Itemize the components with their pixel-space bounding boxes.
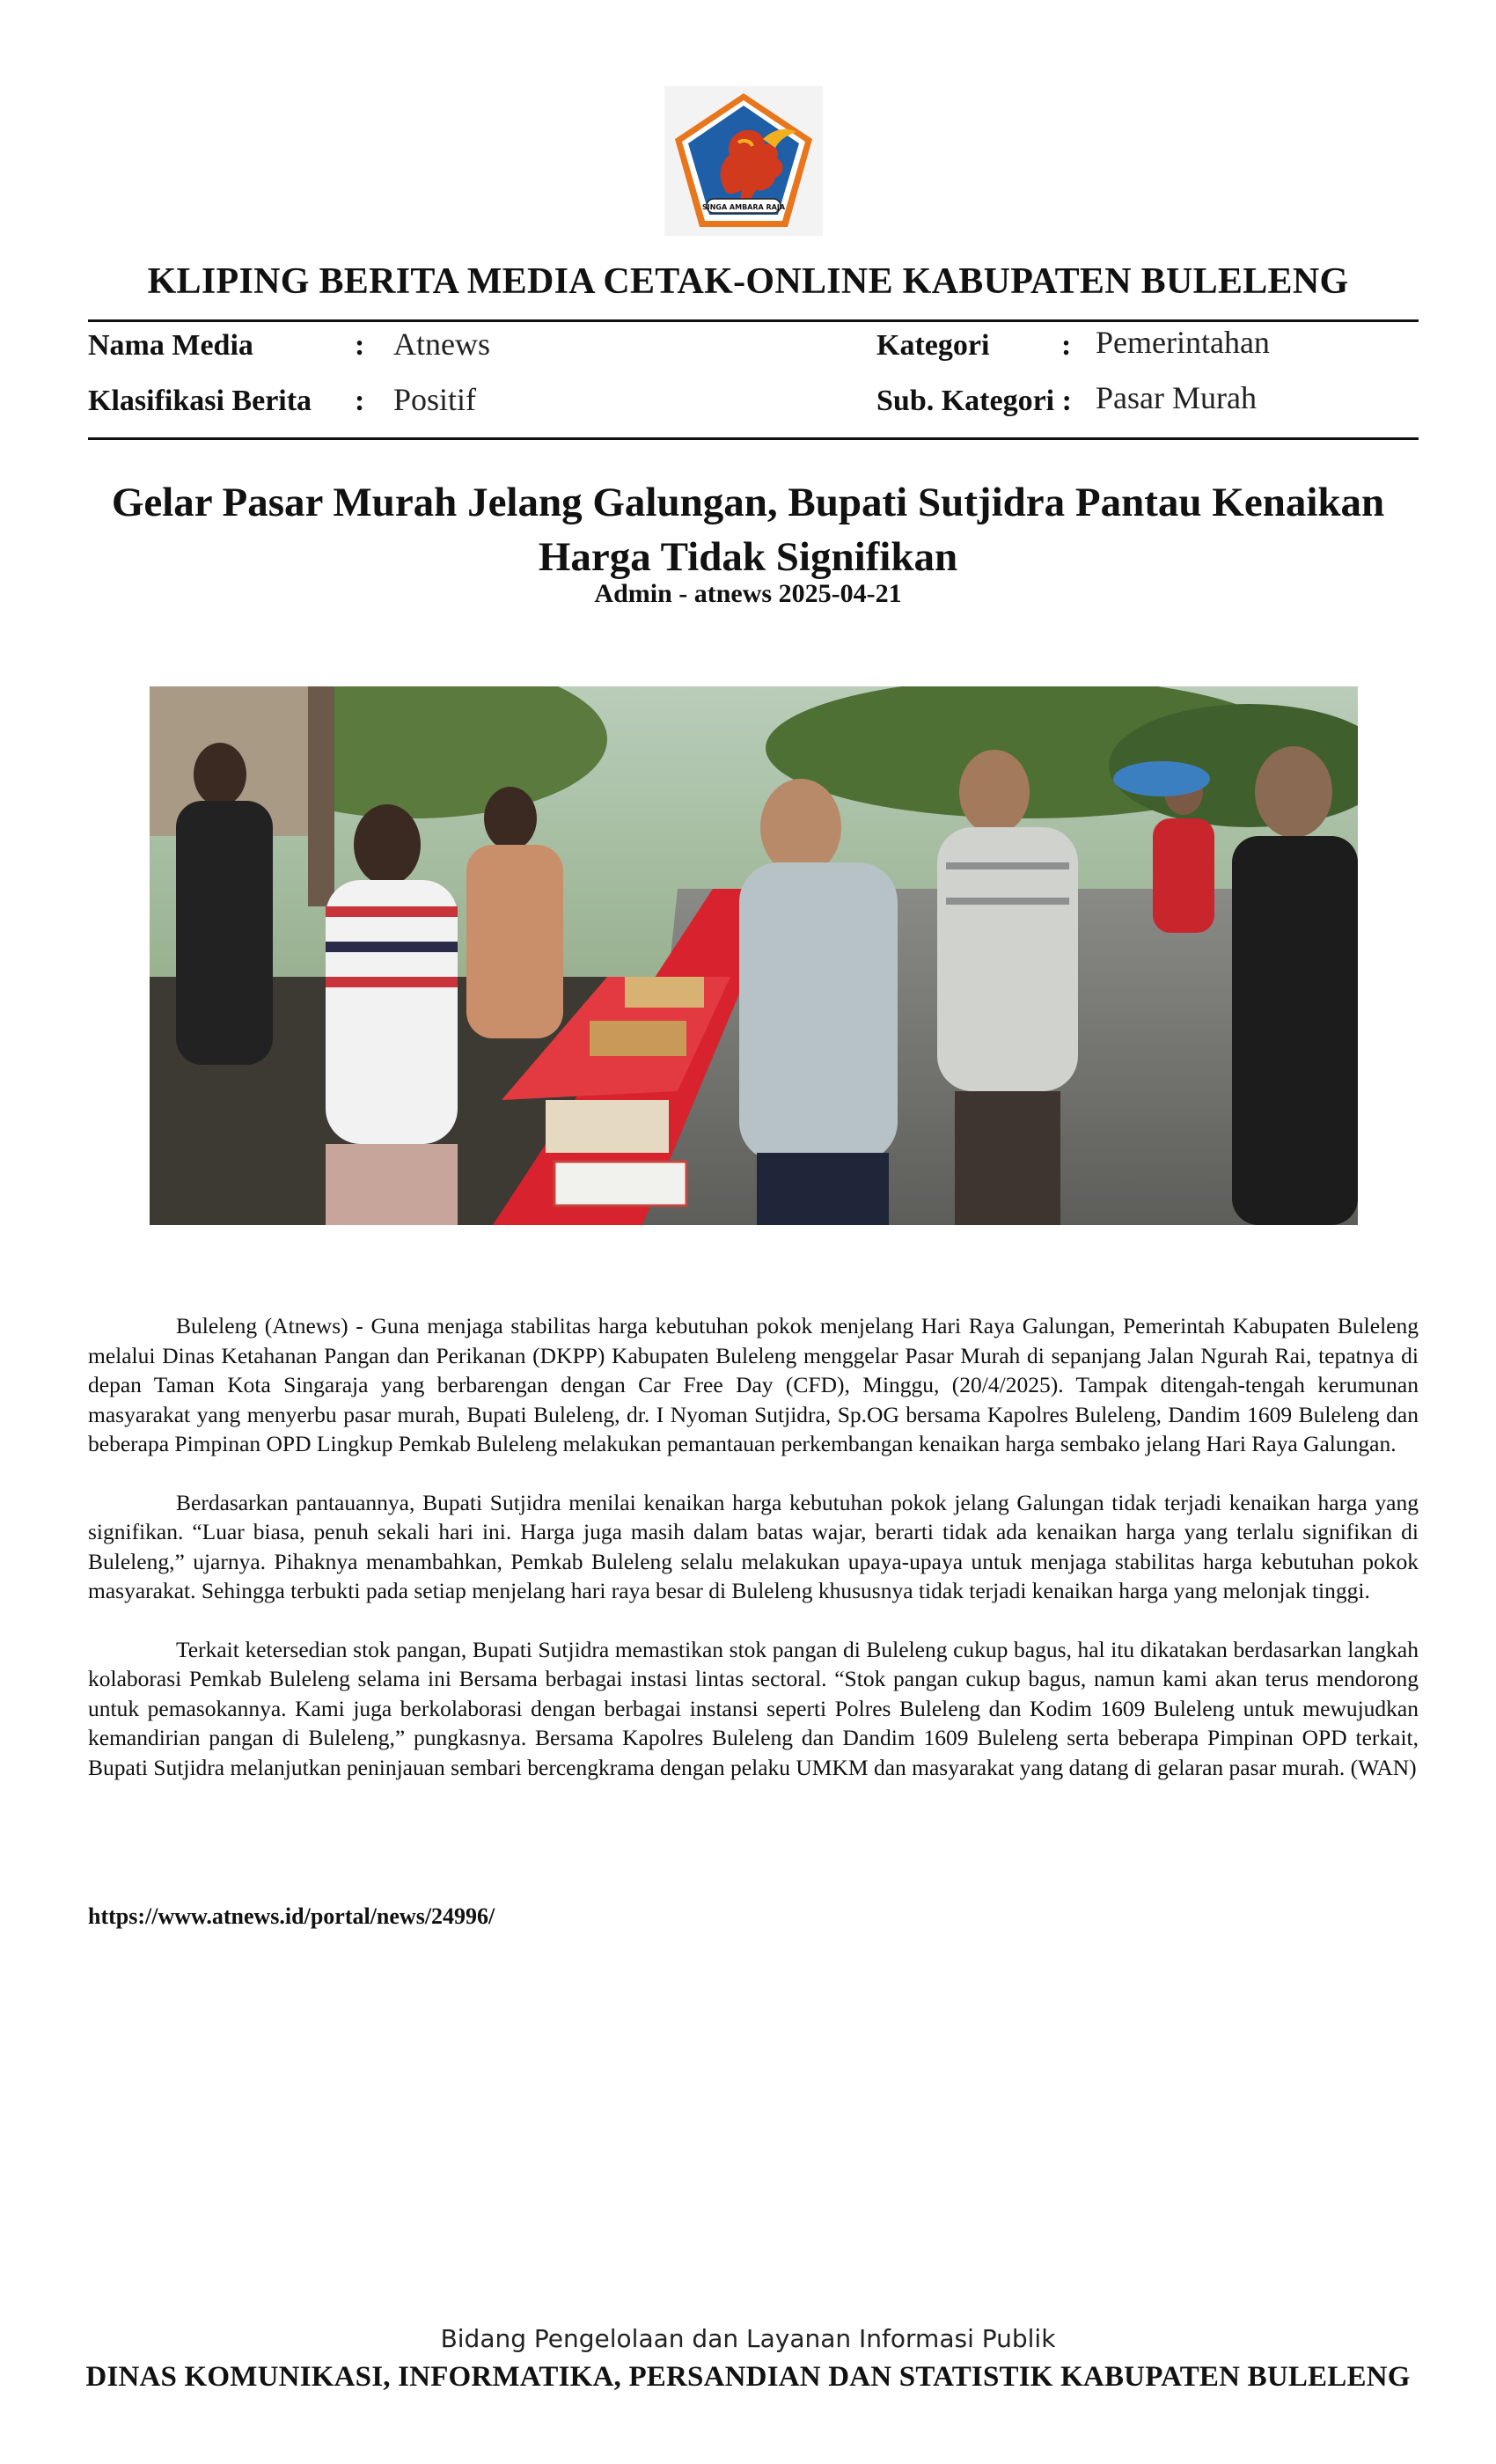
media-label: Nama Media [88, 329, 253, 362]
regency-logo [664, 86, 823, 236]
document-header-title: KLIPING BERITA MEDIA CETAK-ONLINE KABUPATEN BULELENG [147, 261, 1349, 302]
media-colon: : [355, 329, 365, 362]
classification-colon: : [355, 385, 365, 417]
footer-agency: DINAS KOMUNIKASI, INFORMATIKA, PERSANDIAN DAN STATISTIK KABUPATEN BULELENG [85, 2361, 1411, 2393]
article-paragraph: Berdasarkan pantauannya, Bupati Sutjidra menilai kenaikan harga kebutuhan pokok jelang Galungan tidak terjadi kenaikan harga yang signifikan. “Luar biasa, penuh sekali hari ini. Harga juga masih dalam batas wajar, berarti tidak ada kenaikan harga yang terlalu signifikan di Buleleng,” ujarnya. Pihaknya menambahkan, Pemkab Buleleng selalu melakukan upaya-upaya untuk menjaga stabilitas harga kebutuhan pokok masyarakat. Sehingga terbukti pada setiap menjelang hari raya besar di Buleleng khususnya tidak terjadi kenaikan harga yang melonjak tinggi. [88, 1489, 1419, 1603]
media-value: Atnews [393, 326, 490, 362]
header-divider-top [88, 319, 1419, 322]
article-paragraph: Buleleng (Atnews) - Guna menjaga stabilitas harga kebutuhan pokok menjelang Hari Raya Galungan, Pemerintah Kabupaten Buleleng melalui Dinas Ketahanan Pangan dan Perikanan (DKPP) Kabupaten Buleleng menggelar Pasar Murah di sepanjang Jalan Ngurah Rai, tepatnya di depan Taman Kota Singaraja yang berbarengan dengan Car Free Day (CFD), Minggu, (20/4/2025). Tampak ditengah-tengah kerumunan masyarakat yang menyerbu pasar murah, Bupati Buleleng, dr. I Nyoman Sutjidra, Sp.OG bersama Kapolres Buleleng, Dandim 1609 Buleleng dan beberapa Pimpinan OPD Lingkup Pemkab Buleleng melakukan pemantauan perkembangan kenaikan harga sembako jelang Hari Raya Galungan. [88, 1313, 1419, 1456]
header-divider-bottom [88, 437, 1419, 440]
article-photo [150, 686, 1358, 1225]
article-paragraph: Terkait ketersedian stok pangan, Bupati Sutjidra memastikan stok pangan di Buleleng cukup bagus, hal itu dikatakan berdasarkan langkah kolaborasi Pemkab Buleleng selama ini Bersama berbagai instasi lintas sectoral. “Stok pangan cukup bagus, namun kami akan terus mendorong untuk pemasokannya. Kami juga berkolaborasi dengan berbagai instansi seperti Polres Buleleng dan Kodim 1609 Buleleng untuk mewujudkan kemandirian pangan di Buleleng,” pungkasnya. Bersama Kapolres Buleleng dan Dandim 1609 Buleleng serta beberapa Pimpinan OPD terkait, Bupati Sutjidra melanjutkan peninjauan sembari bercengkrama dengan pelaku UMKM dan masyarakat yang datang di gelaran pasar murah. (WAN) [88, 1636, 1419, 1780]
source-link[interactable]: https://www.atnews.id/portal/news/24996/ [88, 1903, 495, 1929]
article-byline: Admin - atnews 2025-04-21 [594, 579, 902, 608]
category-colon: : [1061, 329, 1072, 362]
category-value: Pemerintahan [1096, 325, 1270, 360]
subcategory-label: Sub. Kategori : [876, 385, 1072, 417]
article-title: Gelar Pasar Murah Jelang Galungan, Bupati Sutjidra Pantau Kenaikan Harga Tidak Signifikan [111, 480, 1385, 580]
category-label: Kategori [876, 329, 990, 362]
classification-label: Klasifikasi Berita [88, 385, 312, 417]
singa-ambara-raja-emblem [664, 86, 823, 236]
svg-text:SINGA AMBARA RAJA: SINGA AMBARA RAJA [701, 203, 786, 211]
subcategory-value: Pasar Murah [1096, 380, 1257, 415]
footer-department: Bidang Pengelolaan dan Layanan Informasi Publik [440, 2324, 1056, 2353]
classification-value: Positif [393, 382, 477, 417]
article-body [88, 1311, 1419, 1811]
